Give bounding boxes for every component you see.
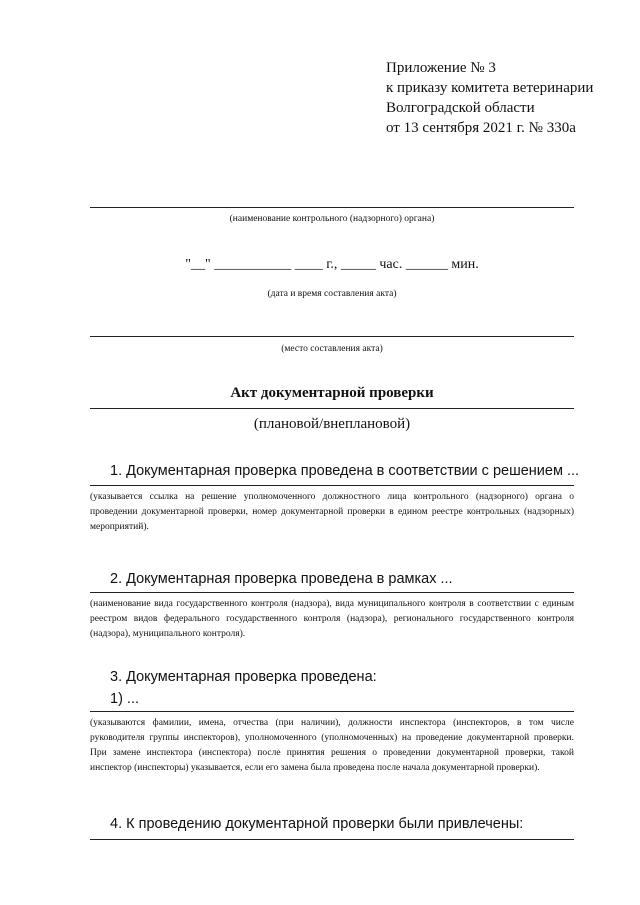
title-underline: [90, 408, 574, 409]
appendix-block: [386, 58, 593, 138]
section-3-heading: 3. Документарная проверка проведена:: [110, 669, 377, 685]
appendix-line-3: Волгоградской области: [386, 100, 535, 116]
document-title: Акт документарной проверки: [230, 385, 434, 401]
section-1-line: [90, 485, 574, 486]
section-3-note: (указываются фамилии, имена, отчества (при наличии), должности инспектора (инспекторов, в том числе руководителя группы инспекторов), уполномоченного (уполномоченных) на проведение документарной проверки. При замене инспектора (инспектора) после принятия решения о проведении документарной проверки, такой инспектор (инспекторы) указывается, если его замена была проведена после начала документарной проверки).: [90, 718, 574, 773]
authority-line: [90, 207, 574, 208]
appendix-line-4: от 13 сентября 2021 г. № 330а: [386, 120, 576, 136]
place-line: [90, 336, 574, 337]
section-1-note: (указывается ссылка на решение уполномоченного должностного лица контрольного (надзорного) органа о проведении документарной проверки, номер документарной проверки в едином реестре контрольных (надзорных) мероприятий).: [90, 492, 574, 532]
place-caption: (место составления акта): [281, 344, 383, 354]
section-2-line: [90, 592, 574, 593]
section-4-line: [90, 839, 574, 840]
authority-caption: (наименование контрольного (надзорного) органа): [229, 214, 435, 224]
appendix-line-1: Приложение № 3: [386, 60, 496, 76]
section-3-subitem: 1) ...: [110, 691, 140, 707]
section-3-line: [90, 711, 574, 712]
date-time-line: "__" ___________ ____ г., _____ час. ______ мин.: [185, 257, 479, 272]
document-subtitle: (плановой/внеплановой): [253, 416, 411, 432]
date-caption: (дата и время составления акта): [267, 289, 397, 299]
appendix-line-2: к приказу комитета ветеринарии: [386, 80, 594, 96]
section-2-note: (наименование вида государственного контроля (надзора), вида муниципального контроля в соответствии с единым реестром видов федерального государственного контроля (надзора), регионального государственного контроля (надзора), муниципального контроля).: [90, 599, 574, 639]
section-1-heading: 1. Документарная проверка проведена в соответствии с решением ...: [110, 463, 580, 479]
section-2-heading: 2. Документарная проверка проведена в рамках ...: [110, 571, 453, 587]
section-4-heading: 4. К проведению документарной проверки были привлечены:: [110, 816, 524, 832]
